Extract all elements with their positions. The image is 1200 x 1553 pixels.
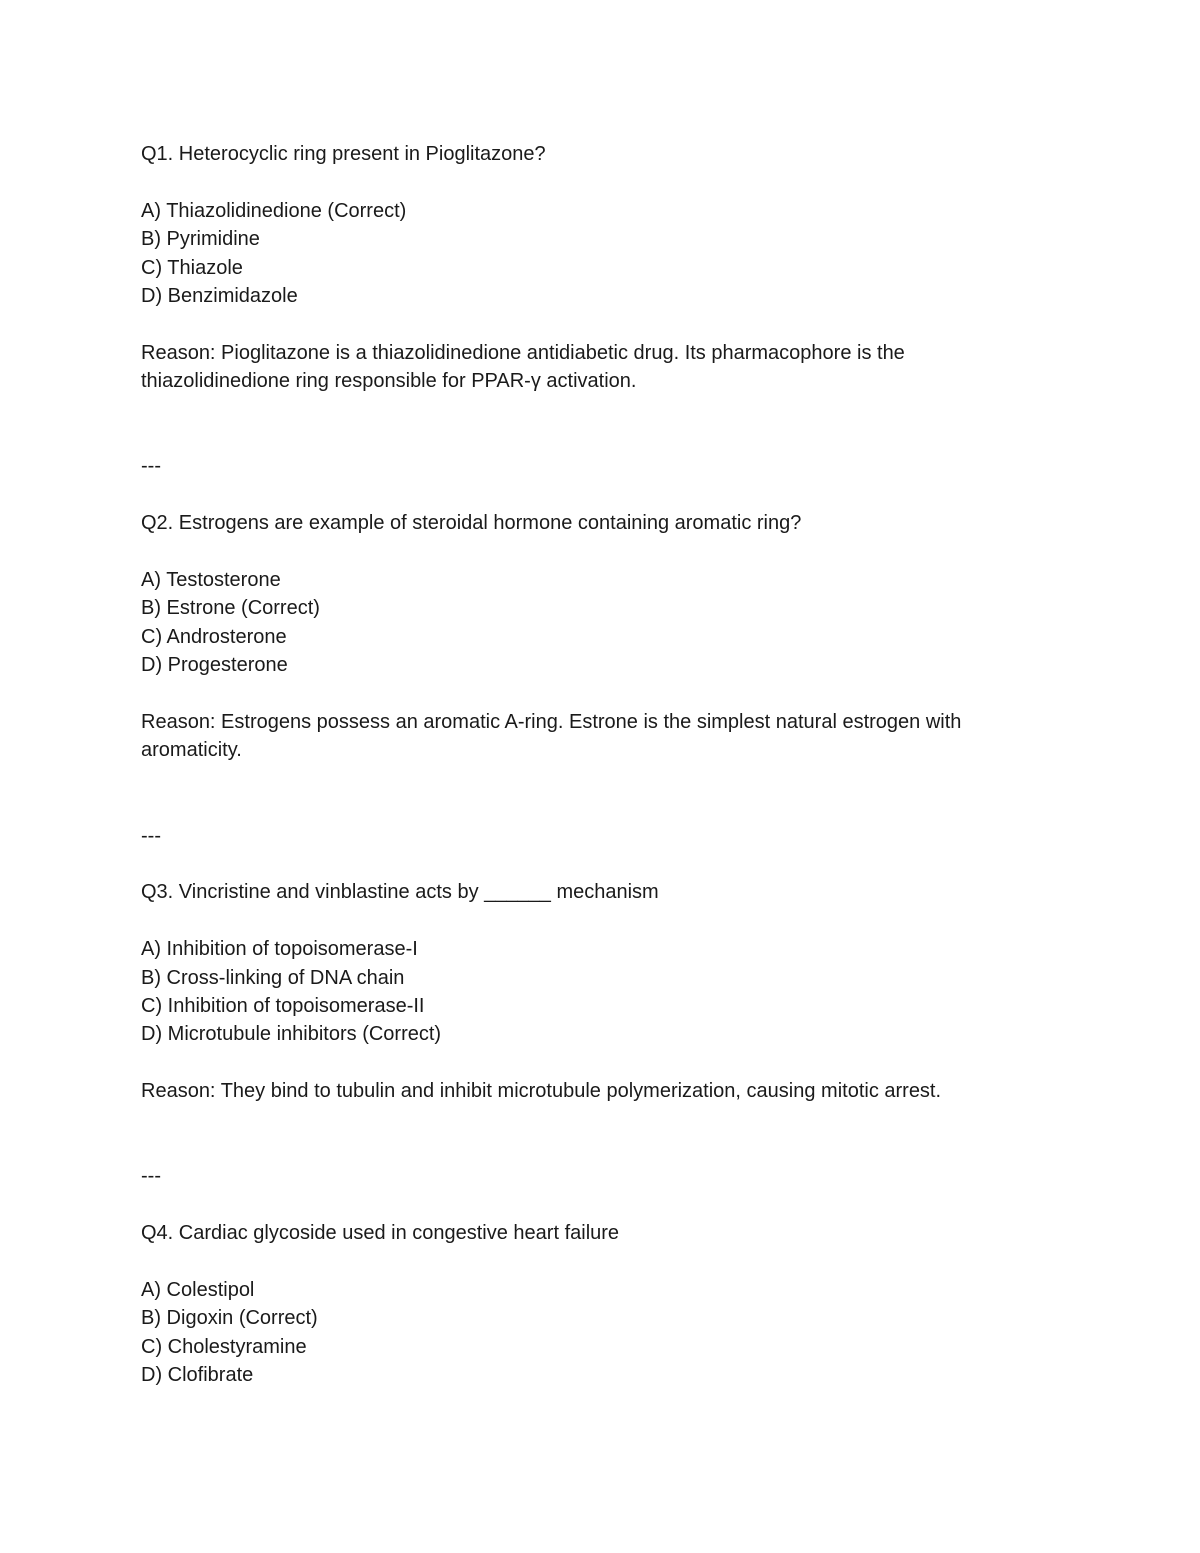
- option-a: A) Inhibition of topoisomerase-I: [141, 938, 418, 961]
- document-page: [141, 140, 1041, 1390]
- option-b: B) Cross-linking of DNA chain: [141, 966, 405, 989]
- option-c: C) Inhibition of topoisomerase-II: [141, 995, 425, 1018]
- option-d: D) Benzimidazole: [141, 285, 298, 308]
- option-d: D) Clofibrate: [141, 1364, 254, 1387]
- option-c: C) Cholestyramine: [141, 1335, 307, 1358]
- question-block-1: [141, 140, 1041, 396]
- question-block-2: [141, 509, 1041, 765]
- separator: ---: [141, 455, 161, 478]
- option-d: D) Progesterone: [141, 654, 288, 677]
- question-text: Q3. Vincristine and vinblastine acts by ______ mechanism: [141, 881, 659, 904]
- option-c: C) Thiazole: [141, 256, 243, 279]
- option-c: C) Androsterone: [141, 625, 287, 648]
- option-a: A) Colestipol: [141, 1279, 255, 1302]
- question-text: Q4. Cardiac glycoside used in congestive heart failure: [141, 1222, 620, 1245]
- question-block-3: [141, 878, 1041, 1105]
- separator: ---: [141, 1165, 161, 1188]
- separator: ---: [141, 824, 161, 847]
- question-text: Q1. Heterocyclic ring present in Pioglitazone?: [141, 143, 546, 165]
- option-a: A) Testosterone: [141, 569, 281, 592]
- reason-text: Reason: Estrogens possess an aromatic A-ring. Estrone is the simplest natural estrogen with aromaticity.: [141, 711, 962, 762]
- option-b: B) Digoxin (Correct): [141, 1307, 318, 1330]
- question-block-4: [141, 1219, 1041, 1389]
- reason-text: Reason: Pioglitazone is a thiazolidinedione antidiabetic drug. Its pharmacophore is the thiazolidinedione ring responsible for PPAR-γ activation.: [141, 341, 905, 393]
- option-a: A) Thiazolidinedione (Correct): [141, 199, 407, 222]
- option-b: B) Pyrimidine: [141, 228, 260, 251]
- option-d: D) Microtubule inhibitors (Correct): [141, 1023, 442, 1046]
- question-text: Q2. Estrogens are example of steroidal hormone containing aromatic ring?: [141, 512, 802, 535]
- option-b: B) Estrone (Correct): [141, 597, 320, 620]
- reason-text: Reason: They bind to tubulin and inhibit microtubule polymerization, causing mitotic arrest.: [141, 1080, 942, 1103]
